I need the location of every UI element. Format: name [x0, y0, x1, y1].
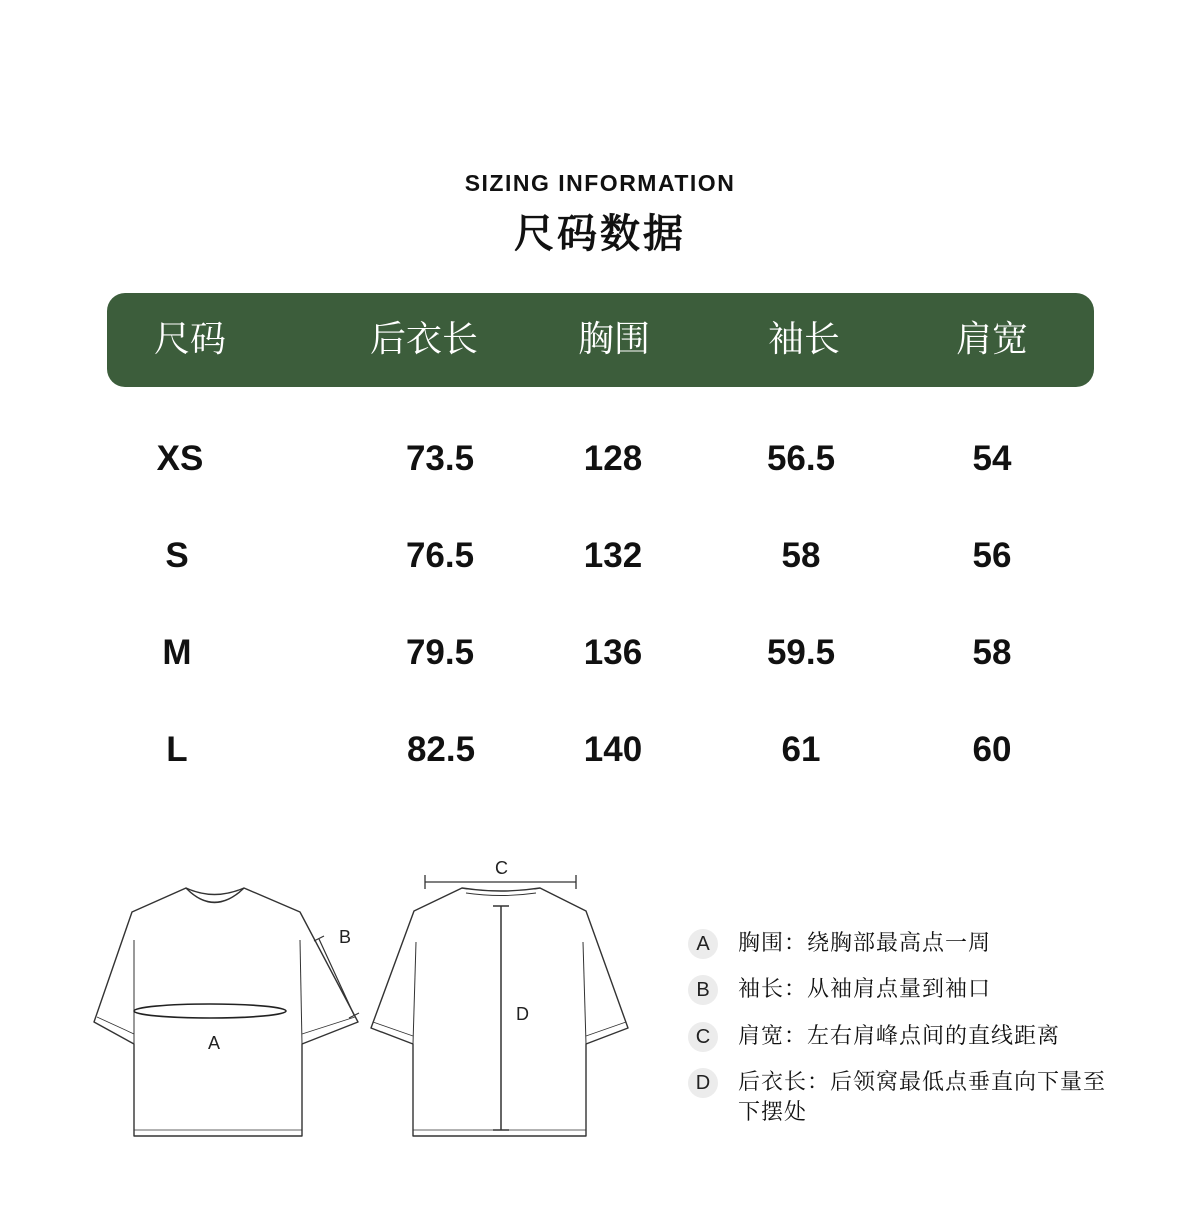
- size-cell: S: [165, 536, 189, 575]
- back-length-cell: 82.5: [406, 730, 476, 769]
- legend-badge: B: [688, 975, 718, 1005]
- back-length-cell: 73.5: [405, 439, 475, 478]
- label-c: C: [495, 858, 508, 878]
- label-a: A: [208, 1033, 221, 1053]
- size-cell: M: [162, 633, 192, 672]
- legend-text: 胸围：绕胸部最高点一周: [738, 931, 992, 956]
- header-size: 尺码: [153, 319, 226, 360]
- sleeve-cell: 61: [781, 730, 821, 769]
- measurement-diagram: [80, 850, 660, 1160]
- size-cell: L: [166, 730, 188, 769]
- legend-text: 肩宽：左右肩峰点间的直线距离: [738, 1024, 1061, 1049]
- back-shirt-outline: [371, 888, 628, 1136]
- label-d: D: [516, 1004, 529, 1024]
- legend-badge: D: [688, 1068, 718, 1098]
- chest-cell: 132: [583, 536, 643, 575]
- sleeve-cell: 56.5: [766, 439, 836, 478]
- legend-text: 袖长：从袖肩点量到袖口: [738, 977, 992, 1002]
- sleeve-cell: 59.5: [766, 633, 836, 672]
- header-chest: 胸围: [577, 319, 650, 360]
- header-shoulder: 肩宽: [955, 319, 1028, 360]
- back-length-measure-line: [493, 906, 509, 1130]
- shoulder-cell: 54: [972, 439, 1012, 478]
- chest-measure-line: [134, 1004, 286, 1018]
- chest-cell: 128: [583, 439, 643, 478]
- title-chinese: 尺码数据: [514, 211, 686, 257]
- back-length-cell: 76.5: [405, 536, 475, 575]
- title-english: SIZING INFORMATION: [464, 170, 736, 196]
- front-shirt-outline: [94, 888, 358, 1136]
- header-sleeve: 袖长: [767, 319, 840, 360]
- chest-cell: 140: [583, 730, 643, 769]
- back-length-cell: 79.5: [405, 633, 475, 672]
- label-b: B: [339, 927, 352, 947]
- legend-badge: A: [688, 929, 718, 959]
- size-cell: XS: [156, 439, 204, 478]
- sleeve-measure-line: [314, 936, 359, 1018]
- legend-badge: C: [688, 1022, 718, 1052]
- legend-text: 后衣长：后领窝最低点垂直向下量至下摆处: [738, 1070, 1107, 1125]
- chest-cell: 136: [583, 633, 643, 672]
- sleeve-cell: 58: [781, 536, 821, 575]
- header-back-length: 后衣长: [369, 319, 478, 360]
- shoulder-cell: 60: [972, 730, 1012, 769]
- shoulder-cell: 58: [972, 633, 1012, 672]
- shoulder-cell: 56: [972, 536, 1012, 575]
